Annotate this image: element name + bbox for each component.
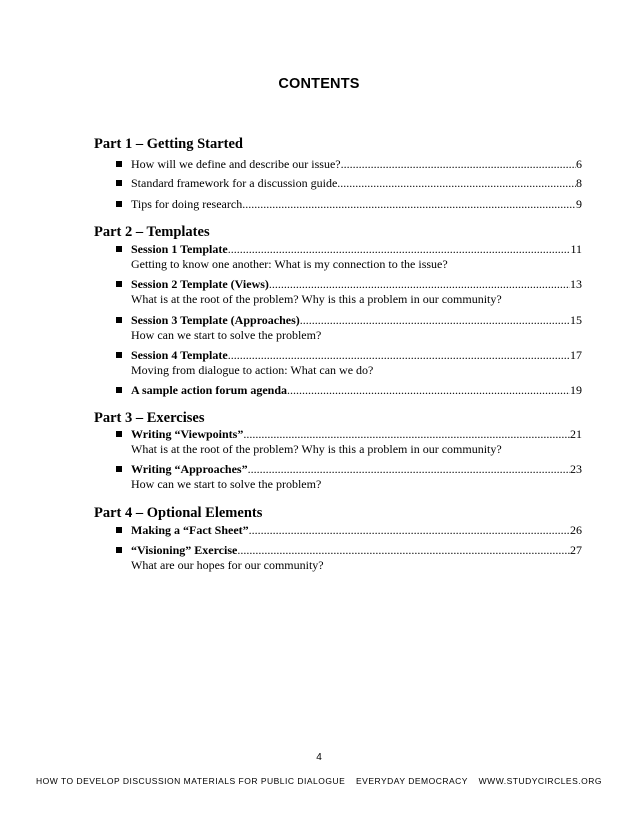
- entry-page-number: 23: [570, 462, 582, 476]
- bullet-icon: [116, 547, 122, 553]
- dot-leader: [243, 427, 570, 442]
- dot-leader: [228, 242, 571, 257]
- entry-page-number: 9: [576, 197, 582, 211]
- bullet-icon: [116, 281, 122, 287]
- entry-label: Writing “Approaches”: [131, 462, 248, 476]
- page-number: 4: [316, 752, 322, 763]
- dot-leader: [249, 523, 570, 538]
- entry-page-number: 26: [570, 523, 582, 537]
- entry-subtitle: How can we start to solve the problem?: [131, 477, 322, 491]
- entry-page-number: 13: [570, 277, 582, 291]
- entry-label: Session 1 Template: [131, 242, 228, 256]
- entry-subtitle: What are our hopes for our community?: [131, 558, 324, 572]
- bullet-icon: [116, 431, 122, 437]
- dot-leader: [237, 543, 570, 558]
- entry-label: Session 4 Template: [131, 348, 228, 362]
- entry-label: Session 3 Template (Approaches): [131, 313, 300, 327]
- entry-label: Standard framework for a discussion guide: [131, 176, 338, 190]
- dot-leader: [269, 277, 570, 292]
- bullet-icon: [116, 527, 122, 533]
- page-footer: [36, 776, 602, 786]
- entry-label: Writing “Viewpoints”: [131, 427, 244, 441]
- part-heading: Part 3 – Exercises: [94, 410, 205, 426]
- part-heading: Part 1 – Getting Started: [94, 136, 243, 152]
- bullet-icon: [116, 387, 122, 393]
- entry-label: Session 2 Template (Views): [131, 277, 269, 291]
- footer-organization: EVERYDAY DEMOCRACY: [356, 776, 468, 786]
- entry-subtitle: What is at the root of the problem? Why is this a problem in our community?: [131, 292, 502, 306]
- footer-title: HOW TO DEVELOP DISCUSSION MATERIALS FOR PUBLIC DIALOGUE: [36, 776, 346, 786]
- bullet-icon: [116, 201, 122, 207]
- page-title: CONTENTS: [278, 76, 360, 92]
- entry-page-number: 6: [576, 157, 582, 171]
- bullet-icon: [116, 180, 122, 186]
- entry-label: Making a “Fact Sheet”: [131, 523, 249, 537]
- bullet-icon: [116, 161, 122, 167]
- dot-leader: [337, 176, 576, 191]
- entry-subtitle: What is at the root of the problem? Why is this a problem in our community?: [131, 442, 502, 456]
- part-heading: Part 2 – Templates: [94, 224, 210, 240]
- entry-page-number: 27: [570, 543, 582, 557]
- dot-leader: [287, 383, 570, 398]
- dot-leader: [228, 348, 570, 363]
- bullet-icon: [116, 352, 122, 358]
- footer-website: WWW.STUDYCIRCLES.ORG: [478, 776, 602, 786]
- entry-label: How will we define and describe our issue?: [131, 157, 341, 171]
- entry-page-number: 21: [570, 427, 582, 441]
- entry-subtitle: How can we start to solve the problem?: [131, 328, 322, 342]
- dot-leader: [242, 197, 576, 212]
- bullet-icon: [116, 466, 122, 472]
- entry-page-number: 19: [570, 383, 582, 397]
- part-heading: Part 4 – Optional Elements: [94, 505, 263, 521]
- entry-label: A sample action forum agenda: [131, 383, 287, 397]
- entry-label: Tips for doing research: [131, 197, 243, 211]
- entry-label: “Visioning” Exercise: [131, 543, 238, 557]
- entry-page-number: 17: [570, 348, 582, 362]
- entry-page-number: 8: [576, 176, 582, 190]
- entry-subtitle: Getting to know one another: What is my connection to the issue?: [131, 257, 448, 271]
- dot-leader: [300, 313, 570, 328]
- entry-subtitle: Moving from dialogue to action: What can we do?: [131, 363, 374, 377]
- bullet-icon: [116, 317, 122, 323]
- entry-page-number: 11: [570, 242, 582, 256]
- dot-leader: [341, 157, 576, 172]
- dot-leader: [248, 462, 570, 477]
- entry-page-number: 15: [570, 313, 582, 327]
- bullet-icon: [116, 246, 122, 252]
